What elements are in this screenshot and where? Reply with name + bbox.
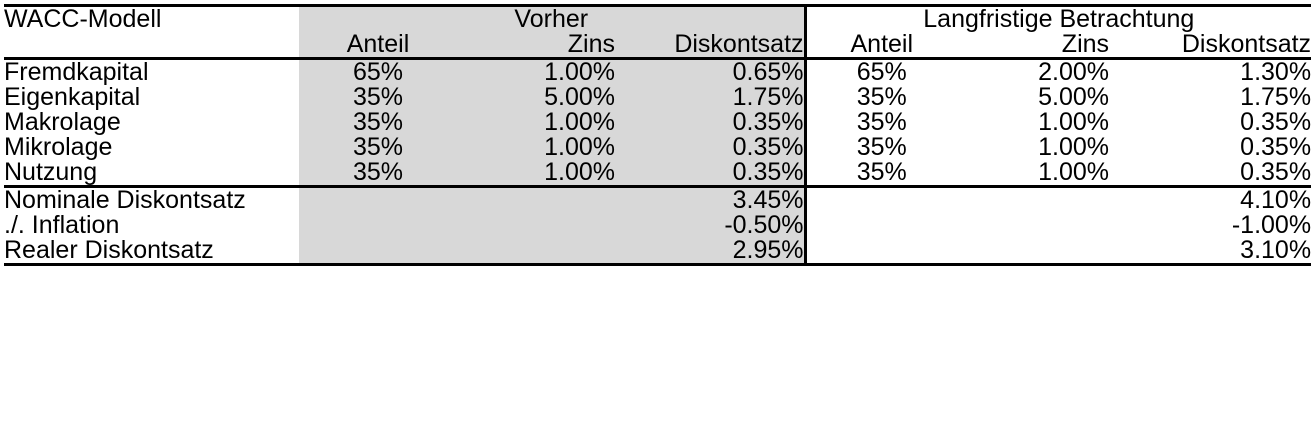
summary-row — [4, 187, 1311, 214]
summary-anteil-1 — [299, 238, 457, 265]
cell-zins-1: 1.00% — [457, 135, 615, 160]
summary-zins-2 — [957, 238, 1109, 265]
cell-diskontsatz-1: 0.35% — [615, 135, 805, 160]
summary-zins-1 — [457, 187, 615, 214]
row-label: Nutzung — [4, 160, 299, 187]
table-row — [4, 135, 1311, 160]
summary-label: ./. Inflation — [4, 213, 299, 238]
cell-diskontsatz-2: 0.35% — [1109, 135, 1311, 160]
cell-anteil-2: 65% — [805, 59, 957, 86]
summary-diskontsatz-1: 2.95% — [615, 238, 805, 265]
table-row — [4, 160, 1311, 187]
group-header-vorher: Vorher — [299, 6, 805, 33]
cell-zins-2: 5.00% — [957, 85, 1109, 110]
cell-zins-2: 1.00% — [957, 110, 1109, 135]
summary-diskontsatz-1: -0.50% — [615, 213, 805, 238]
col-header-anteil-1: Anteil — [299, 32, 457, 59]
table-title: WACC-Modell — [4, 6, 299, 33]
cell-anteil-1: 35% — [299, 160, 457, 187]
col-header-anteil-2: Anteil — [805, 32, 957, 59]
cell-anteil-2: 35% — [805, 135, 957, 160]
table-row — [4, 59, 1311, 86]
cell-diskontsatz-1: 0.35% — [615, 160, 805, 187]
cell-zins-2: 1.00% — [957, 135, 1109, 160]
summary-diskontsatz-2: 4.10% — [1109, 187, 1311, 214]
cell-anteil-1: 35% — [299, 85, 457, 110]
summary-zins-2 — [957, 187, 1109, 214]
summary-anteil-1 — [299, 213, 457, 238]
summary-diskontsatz-2: -1.00% — [1109, 213, 1311, 238]
row-label: Eigenkapital — [4, 85, 299, 110]
cell-anteil-1: 35% — [299, 110, 457, 135]
table-row — [4, 85, 1311, 110]
cell-zins-1: 5.00% — [457, 85, 615, 110]
cell-anteil-1: 35% — [299, 135, 457, 160]
col-header-diskontsatz-2: Diskontsatz — [1109, 32, 1311, 59]
cell-zins-2: 1.00% — [957, 160, 1109, 187]
table-header-groups — [4, 6, 1311, 33]
summary-zins-1 — [457, 238, 615, 265]
summary-anteil-2 — [805, 213, 957, 238]
row-label: Mikrolage — [4, 135, 299, 160]
table-header-columns — [4, 32, 1311, 59]
cell-zins-1: 1.00% — [457, 59, 615, 86]
summary-diskontsatz-1: 3.45% — [615, 187, 805, 214]
row-label: Makrolage — [4, 110, 299, 135]
summary-anteil-2 — [805, 187, 957, 214]
cell-diskontsatz-2: 0.35% — [1109, 160, 1311, 187]
summary-diskontsatz-2: 3.10% — [1109, 238, 1311, 265]
cell-diskontsatz-2: 1.30% — [1109, 59, 1311, 86]
cell-zins-2: 2.00% — [957, 59, 1109, 86]
summary-row — [4, 213, 1311, 238]
cell-diskontsatz-1: 0.65% — [615, 59, 805, 86]
cell-anteil-2: 35% — [805, 160, 957, 187]
cell-diskontsatz-1: 0.35% — [615, 110, 805, 135]
cell-anteil-2: 35% — [805, 85, 957, 110]
col-header-zins-1: Zins — [457, 32, 615, 59]
row-label: Fremdkapital — [4, 59, 299, 86]
group-header-langfristig: Langfristige Betrachtung — [805, 6, 1311, 33]
wacc-model-table — [4, 4, 1311, 266]
table-row — [4, 110, 1311, 135]
summary-anteil-1 — [299, 187, 457, 214]
summary-label: Realer Diskontsatz — [4, 238, 299, 265]
summary-row — [4, 238, 1311, 265]
cell-diskontsatz-1: 1.75% — [615, 85, 805, 110]
col-header-blank — [4, 32, 299, 59]
cell-zins-1: 1.00% — [457, 160, 615, 187]
summary-anteil-2 — [805, 238, 957, 265]
col-header-diskontsatz-1: Diskontsatz — [615, 32, 805, 59]
cell-diskontsatz-2: 1.75% — [1109, 85, 1311, 110]
summary-zins-1 — [457, 213, 615, 238]
cell-diskontsatz-2: 0.35% — [1109, 110, 1311, 135]
summary-zins-2 — [957, 213, 1109, 238]
cell-zins-1: 1.00% — [457, 110, 615, 135]
cell-anteil-1: 65% — [299, 59, 457, 86]
summary-label: Nominale Diskontsatz — [4, 187, 299, 214]
cell-anteil-2: 35% — [805, 110, 957, 135]
col-header-zins-2: Zins — [957, 32, 1109, 59]
